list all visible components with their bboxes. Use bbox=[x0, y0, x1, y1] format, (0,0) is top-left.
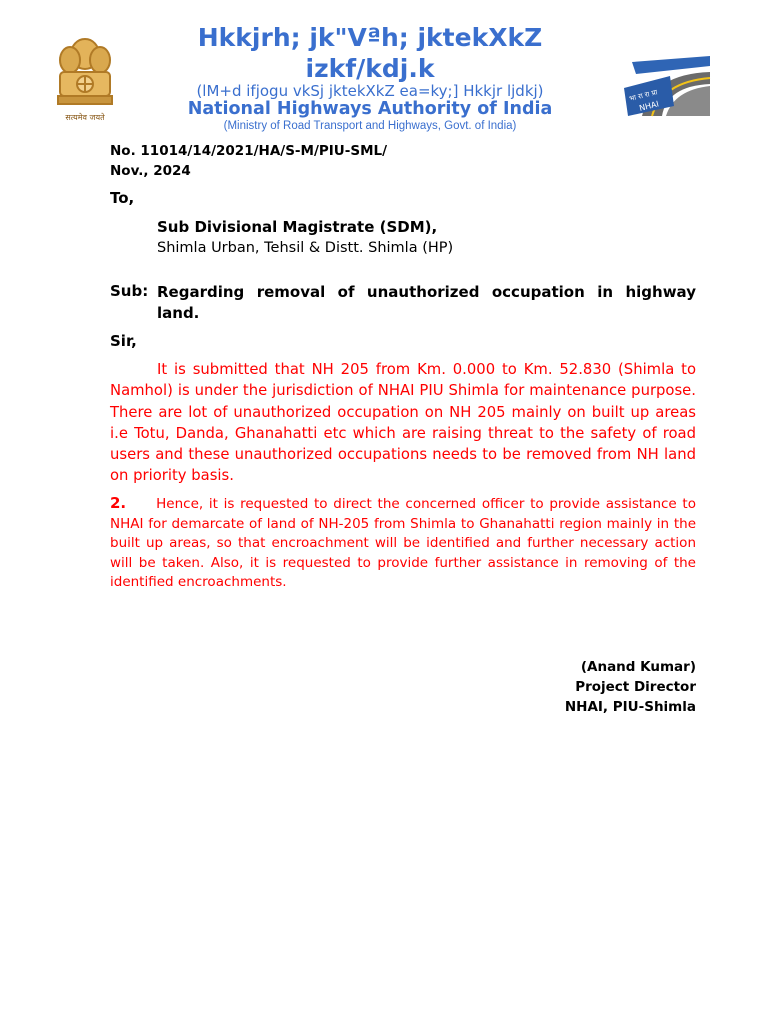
signatory-office: NHAI, PIU-Shimla bbox=[564, 699, 696, 715]
addressee-title: Sub Divisional Magistrate (SDM), bbox=[157, 218, 438, 236]
paragraph-2 bbox=[110, 494, 696, 593]
logo-hindi-text: भा रा रा प्रा bbox=[628, 88, 659, 103]
org-name-hindi-line1: Hkkjrh; jk"Vªh; jktekXkZ bbox=[197, 23, 543, 52]
salutation: Sir, bbox=[110, 332, 137, 350]
subject-text: Regarding removal of unauthorized occupation in highway land. bbox=[157, 283, 696, 322]
signatory-designation: Project Director bbox=[575, 679, 696, 695]
ministry-hindi: (lM+d ifjogu vkSj jktekXkZ ea=ky;] Hkkjr ljdkj) bbox=[196, 82, 544, 100]
national-emblem-logo bbox=[52, 30, 118, 126]
paragraph-2-number: 2. bbox=[110, 494, 127, 512]
addressee-place: Shimla Urban, Tehsil & Distt. Shimla (HP) bbox=[157, 240, 454, 256]
to-label: To, bbox=[110, 189, 135, 207]
emblem-caption: सत्यमेव जयते bbox=[65, 113, 105, 122]
paragraph-2-text: Hence, it is requested to direct the concerned officer to provide assistance to NHAI for demarcate of land of NH-205 from Shimla to Ghanahatti region mainly in the built up areas, so that encroachment will be identified and further necessary action will be taken. Also, it is requested to provide further assistance in removing of the identified encroachments. bbox=[110, 496, 696, 590]
ministry-english: (Ministry of Road Transport and Highways, Govt. of India) bbox=[223, 120, 517, 132]
logo-abbr-text: NHAI bbox=[638, 99, 660, 113]
signatory-name: (Anand Kumar) bbox=[580, 659, 696, 675]
org-name-english: National Highways Authority of India bbox=[187, 99, 553, 119]
nhai-logo bbox=[622, 54, 712, 118]
subject-label: Sub: bbox=[110, 282, 149, 300]
reference-number: No. 11014/14/2021/HA/S-M/PIU-SML/ bbox=[110, 143, 388, 159]
letter-date: Nov., 2024 bbox=[110, 163, 191, 179]
paragraph-1: It is submitted that NH 205 from Km. 0.000 to Km. 52.830 (Shimla to Namhol) is under the jurisdiction of NHAI PIU Shimla for maintenance purpose. There are lot of unauthorized occupation on NH 205 mainly on built up areas i.e Totu, Danda, Ghanahatti etc which are raising threat to the safety of road users and these unauthorized occupations needs to be removed from NH land on priority basis. bbox=[110, 361, 696, 485]
org-name-hindi-line2: izkf/kdj.k bbox=[305, 54, 435, 83]
